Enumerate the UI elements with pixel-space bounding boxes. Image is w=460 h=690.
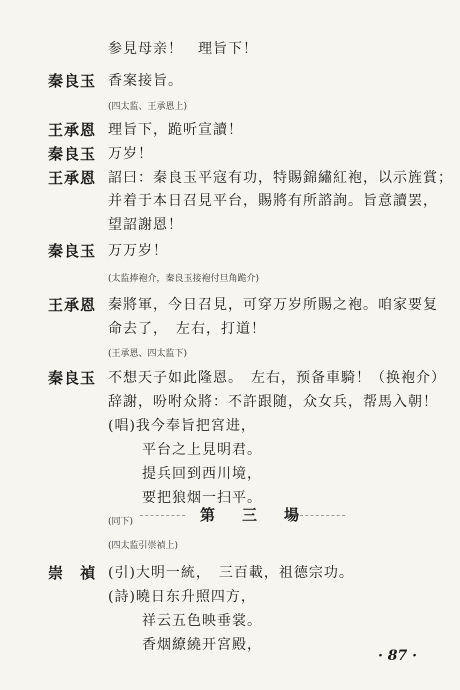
scene-title: 第 三 場 [200,506,306,524]
scene-divider-right [300,515,345,516]
speaker-label: 王承恩 [48,296,97,314]
speaker-label: 王承恩 [48,121,97,139]
speaker-label: 秦良玉 [48,145,97,163]
speaker-label: 秦良玉 [48,242,97,260]
stage-direction: (同下) [108,517,134,527]
scene-divider-left [140,515,185,516]
song-line: 要把狼烟一扫平。 [142,490,262,506]
poem-line: 祥云五色映垂裳。 [142,613,262,629]
stage-direction: (太监捧袍介，秦良玉接袍付旦角跪介) [108,274,260,284]
dialogue-line: 不想天子如此隆恩。 左右，预备車騎！（换袍介） [108,370,446,386]
stage-direction: (四太监、王承恩上) [108,102,188,112]
dialogue-line: 命去了， 左右，打道！ [108,321,266,337]
dialogue-line: 理旨下，跪听宣讀！ [108,122,243,138]
page-number: · 87 · [378,648,417,664]
poem-line: 香烟繚繞开宮殿， [142,637,262,653]
stage-direction: (四太监引崇禎上) [108,541,179,551]
song-line: (唱)我今奉旨把宮进， [108,418,256,434]
dialogue-line: 万万岁！ [108,243,168,259]
dialogue-line: 万岁！ [108,146,153,162]
dialogue-line: 香案接旨。 [108,73,183,89]
dialogue-line: 詔曰：秦良玉平寇有功，特賜錦繡紅袍，以示旌賞； [108,170,453,186]
dialogue-line: 秦將軍，今日召見，可穿万岁所賜之袍。咱家要复 [108,297,438,313]
dialogue-line: (引)大明一統， 三百載，祖德宗功。 [108,565,354,581]
dialogue-line: 参見母亲！ 理旨下！ [108,41,258,57]
speaker-label: 王承恩 [48,169,97,187]
dialogue-line: 辞謝，吩咐众將：不許跟随，众女兵，帮馬入朝！ [108,394,438,410]
speaker-label: 崇 禎 [48,564,97,582]
song-line: 提兵回到西川境， [142,466,262,482]
speaker-label: 秦良玉 [48,72,97,90]
dialogue-line: 并着于本日召見平台，賜將有所諮詢。旨意讀罢， [108,193,438,209]
poem-line: (詩)曉日东升照四方， [108,589,256,605]
dialogue-line: 望詔謝恩！ [108,217,183,233]
speaker-label: 秦良玉 [48,369,97,387]
song-line: 平台之上見明君。 [142,442,262,458]
stage-direction: (王承恩、四太监下) [108,349,188,359]
